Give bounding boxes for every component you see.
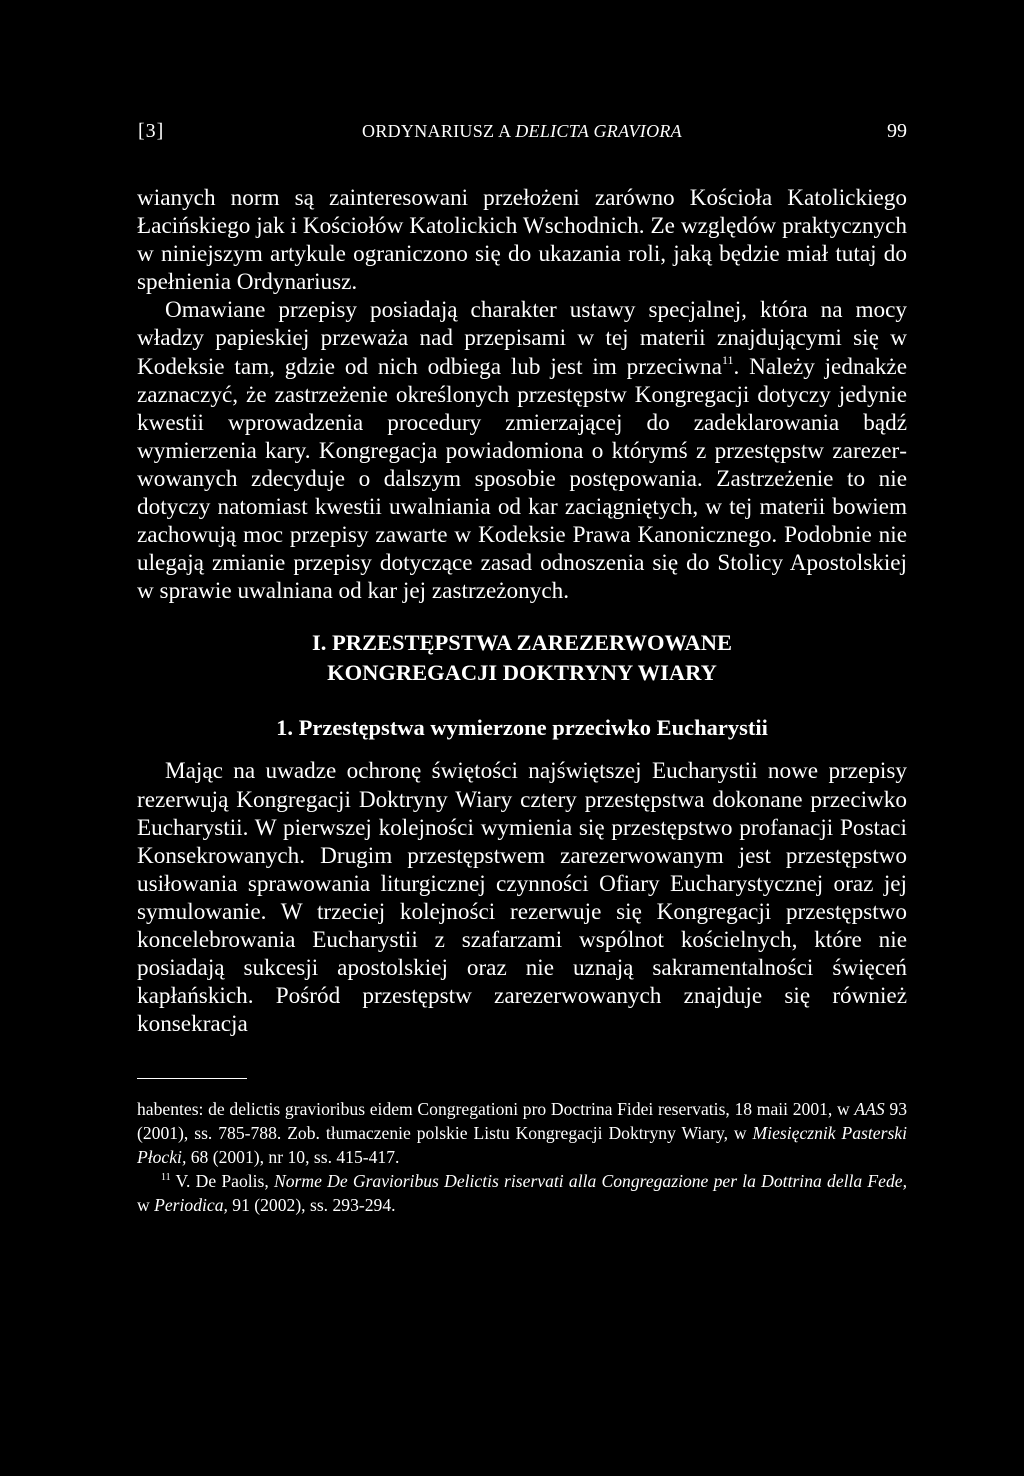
footnote-divider xyxy=(137,1078,247,1079)
footnotes xyxy=(137,1097,907,1217)
running-head xyxy=(137,114,907,148)
footnote-10-aas: AAS xyxy=(854,1099,885,1120)
footnote-11-text-b: w xyxy=(137,1195,155,1216)
running-title-prefix: ORDYNARIUSZ A xyxy=(362,121,516,141)
footnote-11-mark: 11 xyxy=(161,1172,171,1184)
paragraph-omawiane xyxy=(137,296,907,605)
footnote-11-author: V. De Paolis, xyxy=(170,1171,274,1192)
body-text-bottom xyxy=(137,757,907,1038)
footnote-11 xyxy=(137,1169,907,1217)
footnote-10-continued xyxy=(137,1097,907,1169)
section-heading-line1: I. PRZESTĘPSTWA ZAREZERWOWANE xyxy=(312,630,732,656)
subsection-heading: 1. Przestępstwa wymierzone przeciwko Eucharystii xyxy=(276,715,768,741)
body-text-top xyxy=(137,184,907,605)
page-number: 99 xyxy=(887,120,907,142)
paragraph-continued: wianych norm są zainteresowani przełożeni zarówno Kościoła Katolickiego Łacińskiego jak i Kościołów Katolickich Wschodnich. Ze względów praktycznych w niniejszym artykule ograniczono się do ukazania roli, jaką będzie miał tutaj do spełnienia Ordynariusz. xyxy=(137,185,907,296)
paragraph-omawiane-part2: . Należy jednakże zaznaczyć, że zastrzeżenie określonych przestępstw Kongregacji dotyczy jedynie kwestii wprowadzenia procedury zmierzającej do zadeklarowania bądź wymierzenia kary. Kongregacja powiadomiona o którymś z przestępstw zarezerwowanych zdecyduje o dalszym sposobie postępowania. Zastrzeżenie to nie dotyczy natomiast kwestii uwalniania od kar zaciągniętych, w tej materii bowiem zachowują moc przepisy zawarte w Kodeksie Prawa Kanonicznego. Podobnie nie ulegają zmianie przepisy dotyczące zasad odnoszenia się do Stolicy Apostolskiej w sprawie uwalniana od kar jej zastrzeżonych. xyxy=(137,353,908,605)
running-title-italic: DELICTA GRAVIORA xyxy=(515,121,682,141)
section-number: [3] xyxy=(138,120,165,142)
section-heading xyxy=(137,628,907,688)
footnote-10-journal: Miesięcznik Pasterski Płocki, xyxy=(137,1123,907,1168)
footnote-ref-11: 11 xyxy=(721,352,734,367)
paragraph-omawiane-part1: Omawiane przepisy posiadają charakter ustawy specjalnej, która na mocy władzy papieskiej przeważa nad przepisami w tej materii znajdującymi się w Kodeksie tam, gdzie od nich odbiega lub jest im przeciwna xyxy=(137,297,907,380)
footnote-11-title: Norme De Gravioribus Delictis riservati alla Congregazione per la Dottrina della Fede, xyxy=(274,1171,907,1192)
footnote-10-text-b: 93 (2001), ss. 785-788. Zob. tłumaczenie polskie Listu Kongregacji Doktryny Wiary, w xyxy=(137,1099,908,1144)
page xyxy=(137,114,907,1217)
paragraph-eucharist: Mając na uwadze ochronę świętości najświętszej Eucharystii nowe przepisy rezerwują Kongregacji Doktryny Wiary cztery przestępstwa dokonane przeciwko Eucharystii. W pierwszej kolejności wymienia się przestępstwo profanacji Postaci Konsekrowanych. Drugim przestępstwem zarezerwowanym jest przestępstwo usiłowania sprawowania liturgicznej czynności Ofiary Eucharystycznej oraz jej symulowanie. W trzeciej kolejności rezerwuje się Kongregacji przestępstwo koncelebrowania Eucharystii z szafarzami wspólnot kościelnych, które nie posiadają sukcesji apostolskiej oraz nie uznają sakramentalności święceń kapłańskich. Pośród przestępstw zarezerwowanych znajduje się również konsekracja xyxy=(137,758,907,1038)
footnote-11-journal: Periodica, xyxy=(154,1195,228,1216)
running-title xyxy=(137,114,907,148)
section-heading-line2: KONGREGACJI DOKTRYNY WIARY xyxy=(327,660,717,686)
footnote-10-text-c: 68 (2001), nr 10, ss. 415-417. xyxy=(186,1147,400,1168)
footnote-11-text-c: 91 (2002), ss. 293-294. xyxy=(227,1195,396,1216)
footnote-10-text-a: habentes: de delictis gravioribus eidem Congregationi pro Doctrina Fidei reservatis, 18 maii 2001, w xyxy=(137,1099,855,1120)
